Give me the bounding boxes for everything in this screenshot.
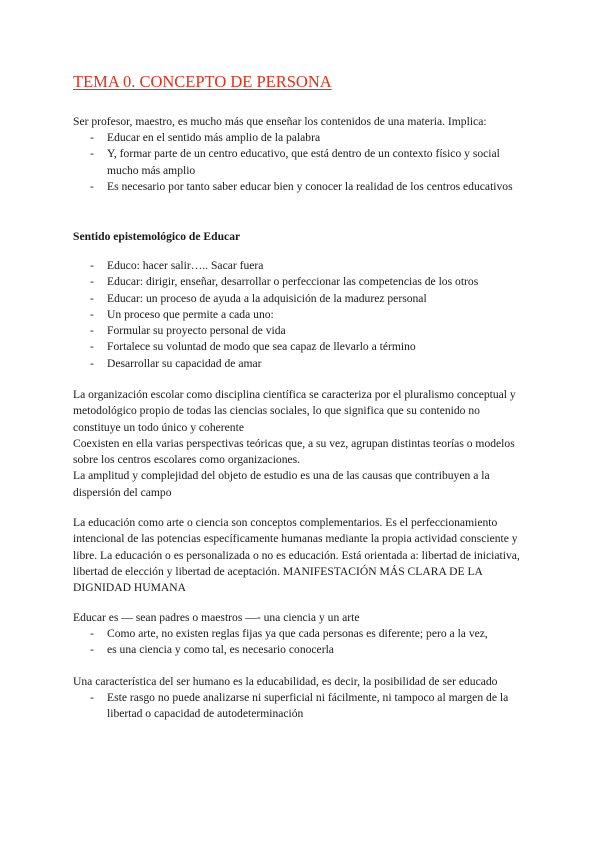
- paragraph: La organización escolar como disciplina científica se caracteriza por el pluralismo conceptual y metodológico propio de todas las ciencias sociales, lo que significa que su contenido no constituye un todo único y coherente: [73, 388, 516, 434]
- list-item: - Educar: dirigir, enseñar, desarrollar o perfeccionar las competencias de los otros: [73, 274, 528, 290]
- educar-paragraph: Educar es — sean padres o maestros —- una ciencia y un arte: [73, 611, 360, 624]
- intro-paragraph: Ser profesor, maestro, es mucho más que enseñar los contenidos de una materia. Implica:: [73, 115, 487, 128]
- section-list: [73, 258, 528, 372]
- list-item: - Educar: un proceso de ayuda a la adquisición de la madurez personal: [73, 291, 528, 307]
- section-heading: Sentido epistemológico de Educar: [73, 230, 241, 243]
- educar-list: [73, 626, 528, 659]
- list-item: - Un proceso que permite a cada uno:: [73, 307, 528, 323]
- intro-list: [73, 130, 528, 195]
- list-item: - Y, formar parte de un centro educativo, que está dentro de un contexto físico y social mucho más amplio: [73, 146, 528, 179]
- list-item: - Desarrollar su capacidad de amar: [73, 356, 528, 372]
- educabilidad-paragraph: Una característica del ser humano es la educabilidad, es decir, la posibilidad de ser educado: [73, 675, 498, 688]
- page-title: TEMA 0. CONCEPTO DE PERSONA: [73, 72, 332, 91]
- list-item: - Educar en el sentido más amplio de la palabra: [73, 130, 528, 146]
- paragraph: La amplitud y complejidad del objeto de estudio es una de las causas que contribuyen a la dispersión del campo: [73, 469, 490, 499]
- list-item: - Este rasgo no puede analizarse ni superficial ni fácilmente, ni tampoco al margen de la libertad o capacidad de autodeterminación: [73, 690, 528, 723]
- list-item: - es una ciencia y como tal, es necesario conocerla: [73, 642, 528, 658]
- list-item: - Como arte, no existen reglas fijas ya que cada personas es diferente; pero a la vez,: [73, 626, 528, 642]
- paragraph: Coexisten en ella varias perspectivas teóricas que, a su vez, agrupan distintas teorías o modelos sobre los centros escolares como organizaciones.: [73, 436, 515, 467]
- arte-paragraph: La educación como arte o ciencia son conceptos complementarios. Es el perfeccionamiento intencional de las potencias específicamente humanas mediante la propia actividad consciente y libre. La educación o es personalizada o no es educación. Está orientada a: libertad de iniciativa, libertad de elección y libertad de aceptación. MANIFESTACIÓN MÁS CLARA DE LA DIGNIDAD HUMANA: [73, 516, 520, 595]
- list-item: - Formular su proyecto personal de vida: [73, 323, 528, 339]
- list-item: - Fortalece su voluntad de modo que sea capaz de llevarlo a término: [73, 339, 528, 355]
- list-item: - Educo: hacer salir….. Sacar fuera: [73, 258, 528, 274]
- educabilidad-list: [73, 690, 528, 723]
- organizacion-block: [73, 387, 528, 501]
- list-item: - Es necesario por tanto saber educar bien y conocer la realidad de los centros educativos: [73, 179, 528, 195]
